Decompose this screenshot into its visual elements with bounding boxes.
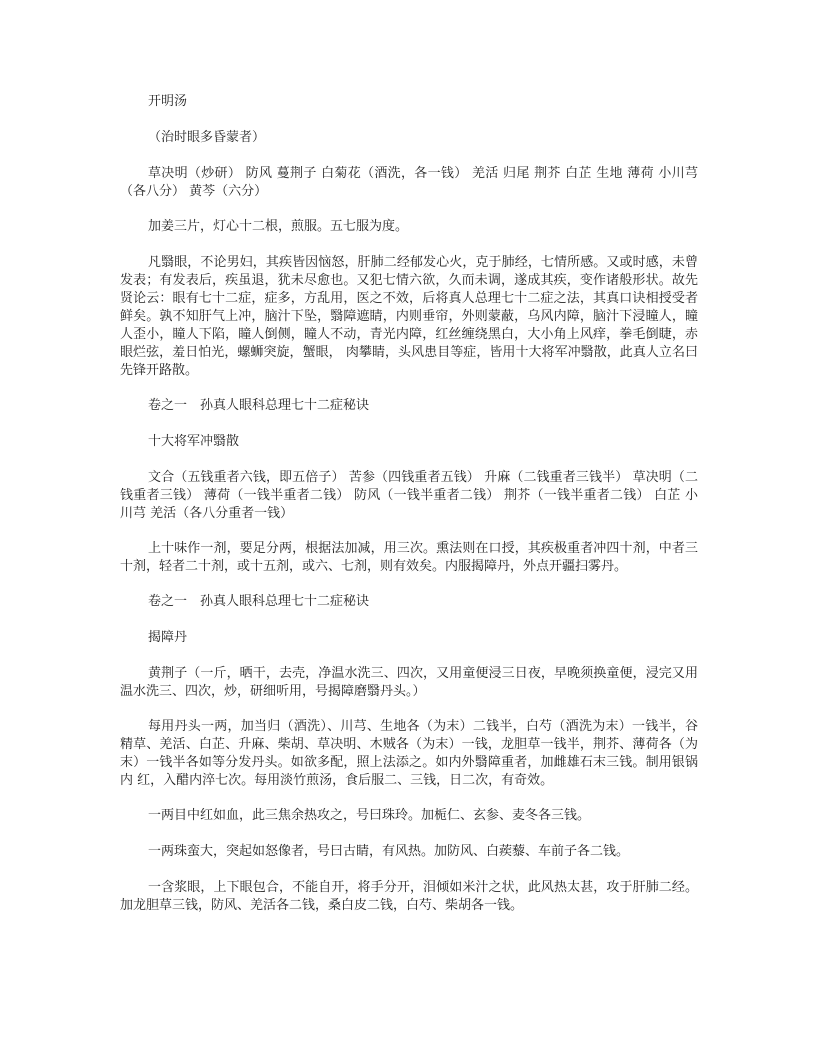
recipe-title-jiezhang-dan: 揭障丹 — [148, 630, 188, 645]
dantou-formula: 每用丹头一两，加当归（酒洗）、川芎、生地各（为末）二钱半，白芍（酒洗为末）一钱半，谷精草、羌活、白芷、升麻、柴胡、草决明、木贼各（为末）一钱，龙胆草一钱半，荆芥、薄荷各（为末）一钱半各如等分发丹头。如欲多配，照上法添之。如内外翳障重者，加雌雄石末三钱。制用银锅内 红，入醋内淬七次。每用淡竹煎汤，食后服二、三钱，日二次，有奇效。 — [120, 719, 698, 788]
jingzi-preparation: 黄荆子（一斤，晒干，去壳，净温水洗三、四次，又用童便浸三日夜，早晚须换童便，浸完又用温水洗三、四次，炒，研细听用，号揭障磨翳丹头。） — [120, 666, 698, 699]
recipe-title-chongyi-san: 十大将军冲翳散 — [148, 434, 240, 449]
ingredient-list-chongyi: 文合（五钱重者六钱，即五倍子） 苦参（四钱重者五钱） 升麻（二钱重者三钱半） 草决明（二钱重者三钱） 薄荷（一钱半重者二钱） 防风（一钱半重者二钱） 荆芥（一钱半重者二钱） 白芷 小川芎 羌活（各八分重者一钱） — [120, 470, 698, 521]
chapter-heading-repeat: 卷之一 孙真人眼科总理七十二症秘诀 — [148, 594, 370, 609]
discussion-paragraph: 凡翳眼，不论男妇，其疾皆因恼怒，肝肺二经郁发心火，克于肺经，七情所感。又或时感，未曾发表；有发表后，疾虽退，犹未尽愈也。又犯七情六欲，久而未调，遂成其疾，变作诸般形状。故先贤论云：眼有七十二症，症多，方乱用，医之不效，后将真人总理七十二症之法，其真口诀相授受者鲜矣。孰不知肝气上冲，脑汁下坠，翳障遮睛，内则垂帘，外则蒙蔽，乌风内障，脑汁下浸瞳人，瞳人歪小，瞳人下陷，瞳人倒侧，瞳人不动，青光内障，红丝缠绕黑白，大小角上风痒，拳毛倒睫，赤眼烂弦，羞日怕光，螺蛳突旋，蟹眼， 肉攀睛，头风患目等症，皆用十大将军冲翳散，此真人立名曰先锋开路散。 — [120, 255, 698, 378]
document-body — [120, 93, 698, 932]
recipe-title-kaiming-tang: 开明汤 — [148, 94, 188, 109]
modification-closed-lids: 一含浆眼，上下眼包合，不能自开，将手分开，泪倾如米汁之状，此风热太甚，攻于肝肺二经。加龙胆草三钱，防风、羌活各二钱，桑白皮二钱，白芍、柴胡各一钱。 — [120, 880, 698, 913]
preparation-instructions: 加姜三片，灯心十二根，煎服。五七服为度。 — [148, 219, 409, 234]
modification-protruding-eyes: 一两珠蛮大，突起如怒像者，号曰古睛，有风热。加防风、白蒺藜、车前子各二钱。 — [148, 844, 630, 859]
recipe-indication: （治时眼多昏蒙者） — [148, 130, 266, 145]
chapter-heading: 卷之一 孙真人眼科总理七十二症秘诀 — [148, 398, 370, 413]
dosage-paragraph: 上十味作一剂，要足分两，根据法加减，用三次。熏法则在口授，其疾极重者冲四十剂，中者三十剂，轻者二十剂，或十五剂，或六、七剂，则有效矣。内服揭障丹，外点开疆扫雾丹。 — [120, 541, 698, 574]
modification-red-eyes: 一两目中红如血，此三焦余热攻之，号曰珠玲。加栀仁、玄参、麦冬各三钱。 — [148, 808, 591, 823]
ingredient-list: 草决明（炒研） 防风 蔓荆子 白菊花（酒洗，各一钱） 羌活 归尾 荆芥 白芷 生地 薄荷 小川芎（各八分） 黄芩（六分） — [120, 166, 698, 199]
